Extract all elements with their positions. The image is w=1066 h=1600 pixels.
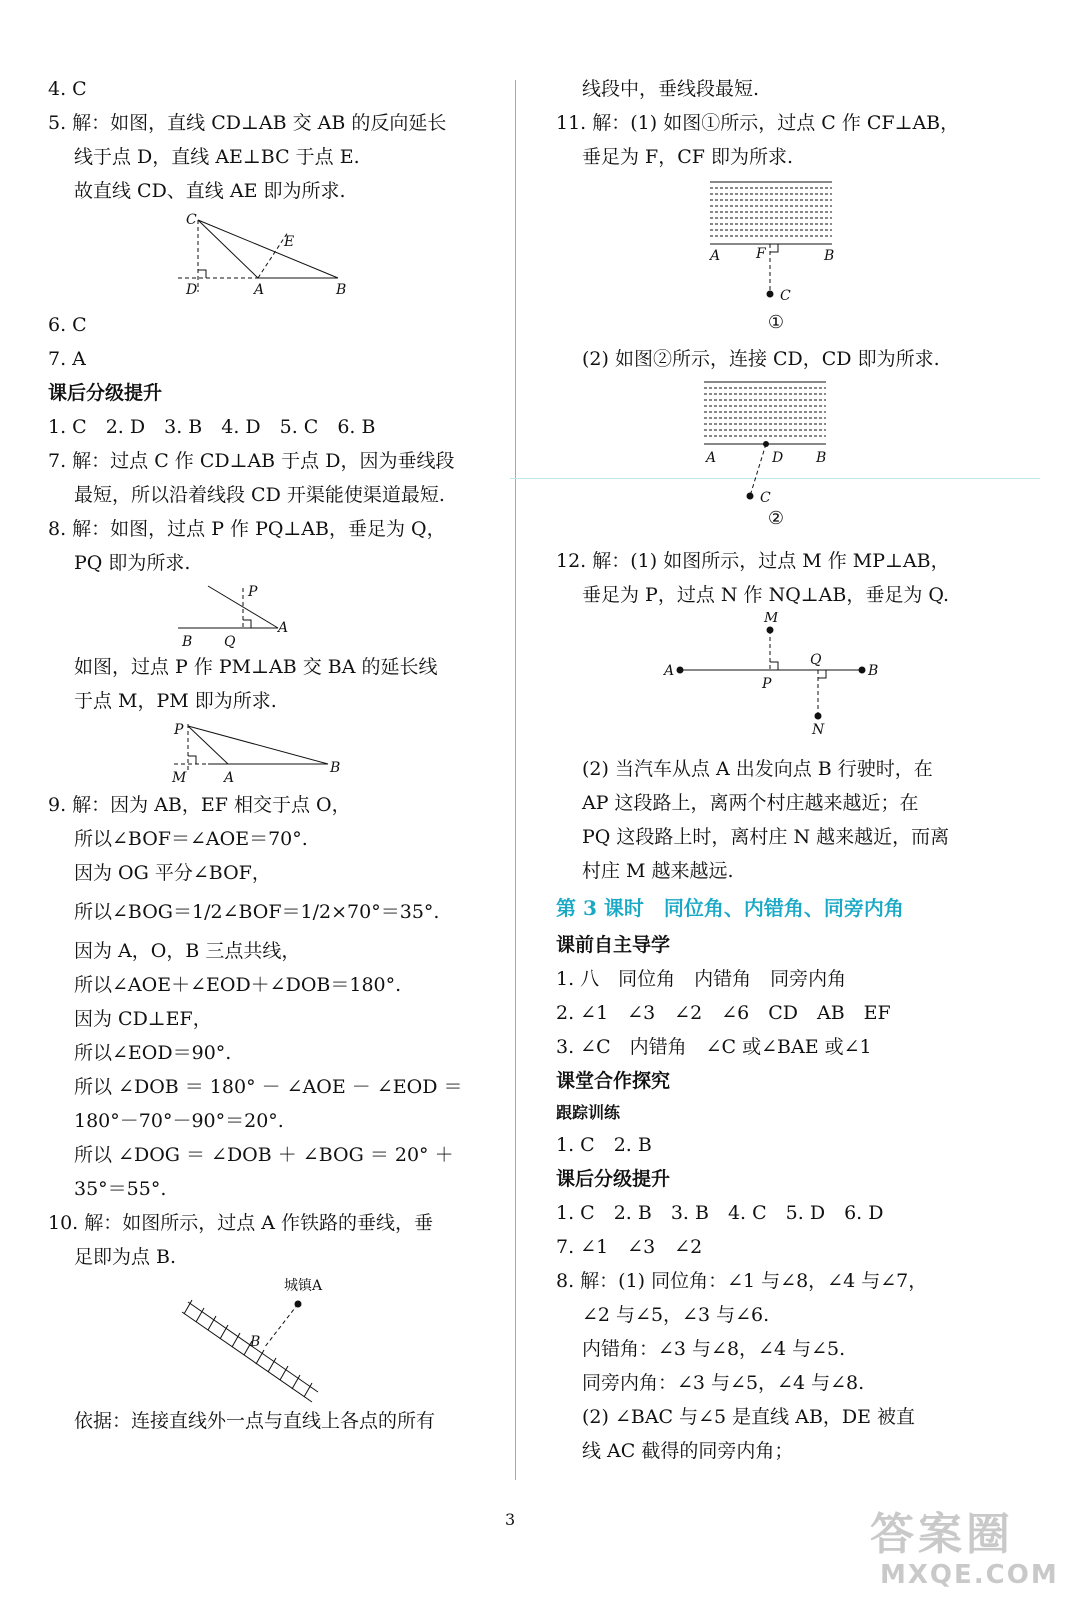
figure-q12-svg	[646, 612, 906, 752]
label-q: Q	[810, 652, 822, 668]
answer-9-line2: 所以∠BOF＝∠AOE＝70°.	[74, 828, 308, 850]
figure-q12	[556, 612, 996, 752]
line-cb	[198, 220, 338, 278]
left-column	[48, 72, 488, 1438]
tracking-answers: 1. C 2. B	[556, 1134, 652, 1156]
figure-q10-svg	[168, 1274, 368, 1404]
heading-after-class-2: 课后分级提升	[556, 1168, 671, 1190]
answer-8-line1: 8. 解：如图，过点 P 作 PQ⊥AB，垂足为 Q，	[48, 518, 446, 540]
post-answer-8-line2: ∠2 与∠5，∠3 与∠6.	[582, 1304, 770, 1326]
answer-11-line2: 垂足为 F，CF 即为所求.	[582, 146, 794, 168]
label-p: P	[248, 584, 258, 600]
figure-q8b	[48, 718, 488, 788]
caption-fig2: ②	[767, 508, 785, 529]
answer-9-line5: 因为 A，O，B 三点共线，	[74, 940, 301, 962]
label-c: C	[760, 490, 771, 506]
answer-9-line3: 因为 OG 平分∠BOF，	[74, 862, 271, 884]
label-d: D	[772, 450, 784, 466]
figure-q10	[48, 1274, 488, 1404]
watermark-title: 答案圈	[870, 1509, 1014, 1560]
figure-q8b-svg	[168, 718, 368, 788]
label-a: A	[706, 450, 717, 466]
label-b: B	[250, 1334, 261, 1350]
answer-9-line7: 因为 CD⊥EF，	[74, 1008, 212, 1030]
answers-1-6: 1. C 2. D 3. B 4. D 5. C 6. B	[48, 416, 376, 438]
answer-11-line3: (2) 如图②所示，连接 CD，CD 即为所求.	[582, 348, 940, 370]
line-ca	[198, 220, 258, 278]
answer-12-line3: (2) 当汽车从点 A 出发向点 B 行驶时，在	[582, 758, 933, 780]
label-m: M	[172, 770, 187, 786]
answer-7b-line2: 最短，所以沿着线段 CD 开渠能使渠道最短.	[74, 484, 445, 506]
label-a: A	[254, 282, 265, 298]
answer-12-line1: 12. 解：(1) 如图所示，过点 M 作 MP⊥AB，	[556, 550, 950, 572]
answer-9-line10: 180°－70°－90°＝20°.	[74, 1110, 284, 1132]
answer-10-line1: 10. 解：如图所示，过点 A 作铁路的垂线，垂	[48, 1212, 434, 1234]
label-b: B	[336, 282, 347, 298]
answer-12-line5: PQ 这段路上时，离村庄 N 越来越近，而离	[582, 826, 950, 848]
answer-10-line2: 足即为点 B.	[74, 1246, 177, 1268]
label-p: P	[762, 676, 772, 692]
pre-answer-2: 2. ∠1 ∠3 ∠2 ∠6 CD AB EF	[556, 1002, 891, 1024]
label-p: P	[174, 722, 184, 738]
heading-after-class: 课后分级提升	[48, 382, 163, 404]
label-b: B	[816, 450, 827, 466]
label-e: E	[284, 234, 295, 250]
post-answer-8-line1: 8. 解：(1) 同位角：∠1 与∠8，∠4 与∠7，	[556, 1270, 928, 1292]
figure-q8a-svg	[168, 580, 368, 650]
answer-7b-line1: 7. 解：过点 C 作 CD⊥AB 于点 D，因为垂线段	[48, 450, 455, 472]
answer-12-line6: 村庄 M 越来越远.	[582, 860, 734, 882]
answer-5-line2: 线于点 D，直线 AE⊥BC 于点 E.	[74, 146, 360, 168]
caption-fig1: ①	[767, 312, 785, 333]
watermark-url: MXQE.COM	[880, 1560, 1059, 1590]
label-f: F	[756, 246, 766, 262]
label-n: N	[812, 722, 825, 738]
label-c: C	[780, 288, 791, 304]
figure-q11b	[556, 376, 996, 506]
label-b: B	[182, 634, 193, 650]
figure-q5-svg	[168, 208, 368, 308]
pre-answer-1: 1. 八 同位角 内错角 同旁内角	[556, 968, 847, 990]
label-town-a: 城镇A	[284, 1278, 323, 1294]
answer-9-line8: 所以∠EOD＝90°.	[74, 1042, 232, 1064]
label-b: B	[824, 248, 835, 264]
figure-q11a	[556, 174, 996, 310]
figure-q11b-svg	[676, 376, 876, 506]
post-answers-1-6: 1. C 2. B 3. B 4. C 5. D 6. D	[556, 1202, 884, 1224]
heading-pre-class: 课前自主导学	[556, 934, 671, 956]
label-a: A	[224, 770, 235, 786]
figure-q5	[48, 208, 488, 308]
answer-4: 4. C	[48, 78, 87, 100]
answer-12-line4: AP 这段路上，离两个村庄越来越近；在	[582, 792, 919, 814]
label-c: C	[186, 212, 197, 228]
answer-9-line12: 35°＝55°.	[74, 1178, 167, 1200]
answer-9-line9: 所以 ∠DOB ＝ 180° － ∠AOE － ∠EOD ＝	[74, 1076, 463, 1098]
answer-9-line1: 9. 解：因为 AB，EF 相交于点 O，	[48, 794, 351, 816]
answer-10-line4: 线段中，垂线段最短.	[582, 78, 760, 100]
answer-8-line2: PQ 即为所求.	[74, 552, 191, 574]
post-answer-8-line5: (2) ∠BAC 与∠5 是直线 AB，DE 被直	[582, 1406, 916, 1428]
figure-q11a-svg	[676, 174, 876, 310]
pre-answer-3: 3. ∠C 内错角 ∠C 或∠BAE 或∠1	[556, 1036, 872, 1058]
answer-5-line3: 故直线 CD、直线 AE 即为所求.	[74, 180, 346, 202]
label-a: A	[278, 620, 289, 636]
answer-5-line1: 5. 解：如图，直线 CD⊥AB 交 AB 的反向延长	[48, 112, 447, 134]
post-answer-8-line4: 同旁内角：∠3 与∠5，∠4 与∠8.	[582, 1372, 865, 1394]
watermark	[870, 1510, 1059, 1590]
heading-tracking: 跟踪训练	[556, 1103, 621, 1122]
answer-9-line6: 所以∠AOE＋∠EOD＋∠DOB＝180°.	[74, 974, 402, 996]
right-column	[556, 72, 996, 1468]
label-a: A	[710, 248, 721, 264]
answer-9-line11: 所以 ∠DOG ＝ ∠DOB ＋ ∠BOG ＝ 20° ＋	[74, 1144, 454, 1166]
label-b: B	[330, 760, 341, 776]
label-a: A	[664, 663, 675, 679]
label-q: Q	[224, 634, 236, 650]
section-title-lesson3: 第 3 课时 同位角、内错角、同旁内角	[556, 896, 904, 920]
answer-9-line4: 所以∠BOG＝1/2∠BOF＝1/2×70°＝35°.	[74, 901, 440, 923]
answer-8-line3: 如图，过点 P 作 PM⊥AB 交 BA 的延长线	[74, 656, 438, 678]
label-m: M	[764, 612, 779, 626]
answer-12-line2: 垂足为 P，过点 N 作 NQ⊥AB，垂足为 Q.	[582, 584, 950, 606]
figure-q8a	[48, 580, 488, 650]
answer-11-line1: 11. 解：(1) 如图①所示，过点 C 作 CF⊥AB，	[556, 112, 960, 134]
post-answer-7: 7. ∠1 ∠3 ∠2	[556, 1236, 703, 1258]
post-answer-8-line6: 线 AC 截得的同旁内角；	[582, 1440, 794, 1462]
answer-8-line4: 于点 M，PM 即为所求.	[74, 690, 277, 712]
column-divider	[515, 80, 516, 1480]
answer-6: 6. C	[48, 314, 87, 336]
label-d: D	[186, 282, 198, 298]
answer-10-line3: 依据：连接直线外一点与直线上各点的所有	[74, 1410, 436, 1432]
page-number: 3	[505, 1510, 516, 1529]
post-answer-8-line3: 内错角：∠3 与∠8，∠4 与∠5.	[582, 1338, 846, 1360]
answer-7: 7. A	[48, 348, 86, 370]
label-b: B	[868, 663, 879, 679]
heading-in-class: 课堂合作探究	[556, 1070, 671, 1092]
